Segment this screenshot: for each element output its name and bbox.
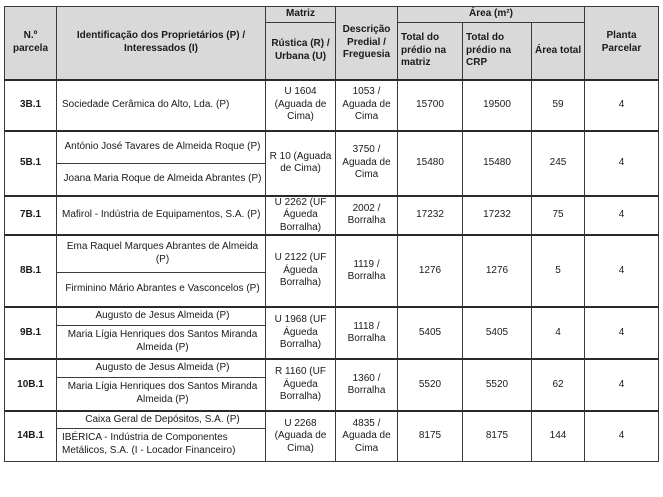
matriz-cell: U 2262 (UF Águeda Borralha) bbox=[266, 196, 336, 236]
header-planta: Planta Parcelar bbox=[585, 7, 659, 80]
owner-cell: Augusto de Jesus Almeida (P) bbox=[57, 359, 266, 377]
descricao-cell: 1053 / Aguada de Cima bbox=[336, 80, 398, 131]
matriz-cell: R 1160 (UF Águeda Borralha) bbox=[266, 359, 336, 411]
total-matriz-cell: 15700 bbox=[398, 80, 463, 131]
total-crp-cell: 19500 bbox=[463, 80, 532, 131]
matriz-cell: U 1968 (UF Águeda Borralha) bbox=[266, 307, 336, 359]
parcela-cell: 5B.1 bbox=[5, 131, 57, 196]
total-crp-cell: 5405 bbox=[463, 307, 532, 359]
owner-cell: IBÉRICA - Indústria de Componentes Metálicos, S.A. (I - Locador Financeiro) bbox=[57, 428, 266, 461]
parcel-table bbox=[4, 6, 659, 462]
table-row bbox=[5, 196, 659, 236]
parcela-cell: 14B.1 bbox=[5, 411, 57, 461]
parcela-cell: 8B.1 bbox=[5, 235, 57, 307]
planta-cell: 4 bbox=[585, 307, 659, 359]
owner-cell: Mafirol - Indústria de Equipamentos, S.A. (P) bbox=[57, 196, 266, 236]
table-row bbox=[5, 359, 659, 377]
total-crp-cell: 5520 bbox=[463, 359, 532, 411]
owner-cell: Ema Raquel Marques Abrantes de Almeida (P) bbox=[57, 235, 266, 272]
planta-cell: 4 bbox=[585, 131, 659, 196]
table-row bbox=[5, 131, 659, 164]
table-row bbox=[5, 235, 659, 272]
parcela-cell: 7B.1 bbox=[5, 196, 57, 236]
matriz-cell: U 2122 (UF Águeda Borralha) bbox=[266, 235, 336, 307]
descricao-cell: 1360 / Borralha bbox=[336, 359, 398, 411]
planta-cell: 4 bbox=[585, 411, 659, 461]
owner-cell: Firminino Mário Abrantes e Vasconcelos (P) bbox=[57, 272, 266, 307]
matriz-cell: U 2268 (Aguada de Cima) bbox=[266, 411, 336, 461]
planta-cell: 4 bbox=[585, 80, 659, 131]
descricao-cell: 4835 / Aguada de Cima bbox=[336, 411, 398, 461]
owner-cell: Maria Lígia Henriques dos Santos Miranda Almeida (P) bbox=[57, 377, 266, 411]
header-total-crp: Total do prédio na CRP bbox=[463, 23, 532, 80]
total-crp-cell: 15480 bbox=[463, 131, 532, 196]
header-proprietarios: Identificação dos Proprietários (P) / Interessados (I) bbox=[57, 7, 266, 80]
descricao-cell: 1118 / Borralha bbox=[336, 307, 398, 359]
owner-cell: Caixa Geral de Depósitos, S.A. (P) bbox=[57, 411, 266, 428]
parcela-cell: 9B.1 bbox=[5, 307, 57, 359]
owner-cell: António José Tavares de Almeida Roque (P) bbox=[57, 131, 266, 164]
parcela-cell: 10B.1 bbox=[5, 359, 57, 411]
area-total-cell: 245 bbox=[532, 131, 585, 196]
area-total-cell: 5 bbox=[532, 235, 585, 307]
header-descricao: Descrição Predial / Freguesia bbox=[336, 7, 398, 80]
owner-cell: Maria Lígia Henriques dos Santos Miranda Almeida (P) bbox=[57, 325, 266, 359]
area-total-cell: 75 bbox=[532, 196, 585, 236]
planta-cell: 4 bbox=[585, 196, 659, 236]
table-row bbox=[5, 80, 659, 131]
owner-cell: Joana Maria Roque de Almeida Abrantes (P) bbox=[57, 164, 266, 196]
planta-cell: 4 bbox=[585, 235, 659, 307]
total-crp-cell: 1276 bbox=[463, 235, 532, 307]
area-total-cell: 62 bbox=[532, 359, 585, 411]
table-row bbox=[5, 307, 659, 325]
parcela-cell: 3B.1 bbox=[5, 80, 57, 131]
header-total-matriz: Total do prédio na matriz bbox=[398, 23, 463, 80]
header-rustica-urbana: Rústica (R) / Urbana (U) bbox=[266, 23, 336, 80]
descricao-cell: 3750 / Aguada de Cima bbox=[336, 131, 398, 196]
header-parcela: N.º parcela bbox=[5, 7, 57, 80]
total-crp-cell: 8175 bbox=[463, 411, 532, 461]
owner-cell: Augusto de Jesus Almeida (P) bbox=[57, 307, 266, 325]
total-crp-cell: 17232 bbox=[463, 196, 532, 236]
total-matriz-cell: 17232 bbox=[398, 196, 463, 236]
matriz-cell: U 1604 (Aguada de Cima) bbox=[266, 80, 336, 131]
total-matriz-cell: 15480 bbox=[398, 131, 463, 196]
total-matriz-cell: 1276 bbox=[398, 235, 463, 307]
planta-cell: 4 bbox=[585, 359, 659, 411]
descricao-cell: 1119 / Borralha bbox=[336, 235, 398, 307]
area-total-cell: 144 bbox=[532, 411, 585, 461]
header-area-total: Área total bbox=[532, 23, 585, 80]
table-row bbox=[5, 411, 659, 428]
matriz-cell: R 10 (Aguada de Cima) bbox=[266, 131, 336, 196]
header-matriz: Matriz bbox=[266, 7, 336, 23]
total-matriz-cell: 5520 bbox=[398, 359, 463, 411]
area-total-cell: 4 bbox=[532, 307, 585, 359]
header-area: Área (m²) bbox=[398, 7, 585, 23]
total-matriz-cell: 8175 bbox=[398, 411, 463, 461]
descricao-cell: 2002 / Borralha bbox=[336, 196, 398, 236]
area-total-cell: 59 bbox=[532, 80, 585, 131]
owner-cell: Sociedade Cerâmica do Alto, Lda. (P) bbox=[57, 80, 266, 131]
total-matriz-cell: 5405 bbox=[398, 307, 463, 359]
